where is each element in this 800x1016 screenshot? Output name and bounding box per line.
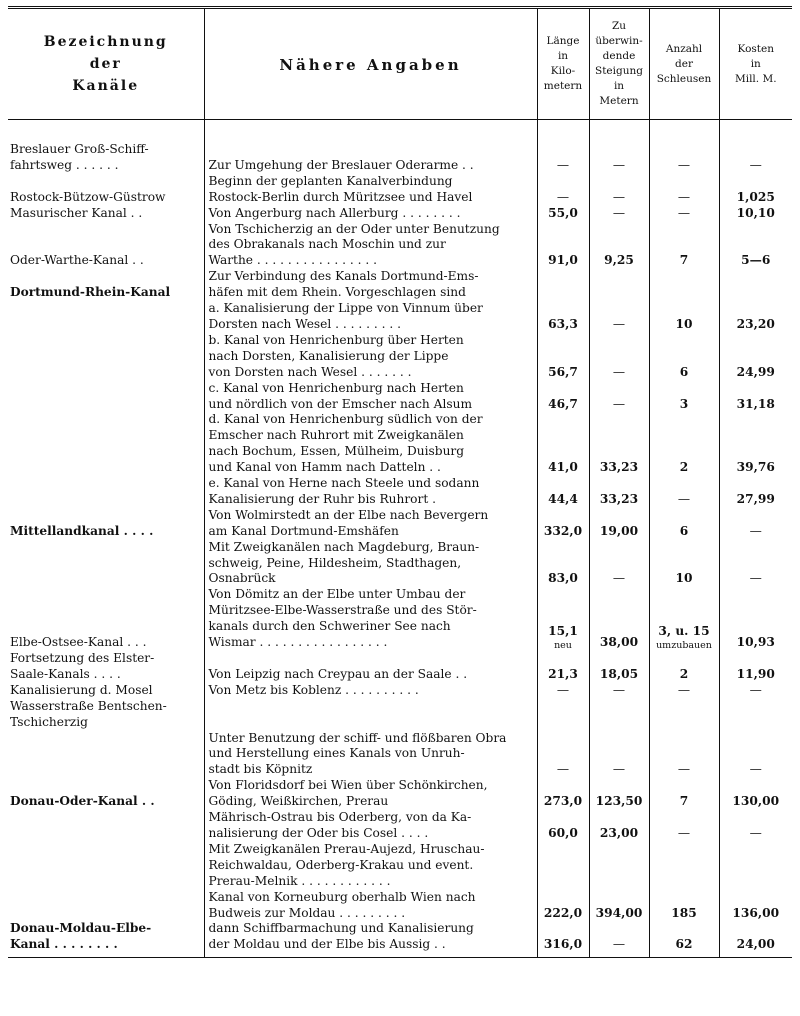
cell-cost-col: [719, 810, 792, 842]
cell-cost-col: [719, 921, 792, 953]
cell-cost-col: [719, 699, 792, 731]
cell-rise-col: [589, 810, 649, 842]
cell-desc: Von Tschicherzig an der Oder unter Benutzung des Obrakanals nach Moschin und zur Warthe . . . . . . . . . . . . . . . .: [208, 221, 500, 268]
canal-details: [204, 890, 537, 922]
canal-name: [8, 921, 204, 953]
cell-desc: b. Kanal von Henrichenburg über Herten nach Dorsten, Kanalisierung der Lippe von Dorsten nach Wesel . . . . . . .: [208, 332, 464, 379]
canal-details: [204, 301, 537, 333]
cell-desc: Von Leipzig nach Creypau an der Saale . .: [208, 666, 468, 681]
cell-locks-col: [649, 890, 719, 922]
table-row: [8, 651, 792, 683]
table-row: [8, 269, 792, 301]
cell-rise: 19,00: [599, 523, 639, 538]
cell-len: 83,0: [548, 571, 578, 586]
cell-len: 44,4: [548, 491, 578, 506]
cell-cost: 11,90: [736, 666, 775, 681]
cell-rise-col: [589, 269, 649, 301]
cell-len: 63,3: [548, 316, 578, 331]
cell-rise: 38,00: [599, 635, 639, 650]
cell-rise: 123,50: [595, 794, 643, 809]
cell-cost-col: [719, 206, 792, 222]
cell-rise: —: [612, 937, 626, 952]
cell-desc: e. Kanal von Herne nach Steele und sodann Kanalisierung der Ruhr bis Ruhrort .: [208, 476, 480, 506]
cell-len: 41,0: [548, 460, 578, 475]
cell-name: Oder-Warthe-Kanal . .: [10, 253, 144, 268]
cell-len: —: [556, 762, 570, 777]
canal-details: [204, 842, 537, 890]
cell-locks: 6: [679, 523, 689, 538]
cell-locks: 62: [675, 937, 693, 952]
cell-len: —: [556, 682, 570, 697]
cell-locks-col: [649, 142, 719, 174]
canal-details: [204, 222, 537, 270]
cell-rise: —: [612, 571, 626, 586]
cell-len-col: [537, 476, 589, 508]
cell-cost: 10,10: [736, 205, 775, 220]
cell-rise: —: [612, 316, 626, 331]
cell-len: 21,3: [548, 666, 578, 681]
canal-name: [8, 842, 204, 890]
cell-rise: 23,00: [599, 825, 639, 840]
cell-len-col: [537, 683, 589, 699]
canal-name: [8, 142, 204, 174]
cell-len-col: [537, 301, 589, 333]
canal-name: [8, 508, 204, 540]
canal-name: [8, 651, 204, 683]
cell-name: Donau-Moldau-Elbe- Kanal . . . . . . . .: [10, 921, 152, 952]
canal-details: [204, 476, 537, 508]
cell-cost: 1,025: [736, 189, 775, 204]
table-row: [8, 778, 792, 810]
cell-cost-col: [719, 587, 792, 651]
cell-len: —: [556, 157, 570, 172]
table-row: [8, 842, 792, 890]
cell-cost-col: [719, 731, 792, 779]
table-row: [8, 476, 792, 508]
canal-name: [8, 683, 204, 699]
canal-details: [204, 731, 537, 779]
cell-locks-col: [649, 921, 719, 953]
cell-rise-col: [589, 508, 649, 540]
cell-rise-col: [589, 890, 649, 922]
cell-name: Mittellandkanal . . . .: [10, 523, 154, 538]
cell-locks-col: [649, 508, 719, 540]
cell-locks-col: [649, 476, 719, 508]
cell-rise: 33,23: [599, 460, 639, 475]
cell-len-col: [537, 890, 589, 922]
cell-len-col: [537, 921, 589, 953]
cell-locks: —: [677, 762, 691, 777]
cell-len-col: [537, 412, 589, 476]
table-body: [8, 120, 792, 958]
table-row: [8, 810, 792, 842]
cell-rise: 33,23: [599, 491, 639, 506]
cell-len_sub: neu: [554, 640, 572, 651]
canal-details: [204, 921, 537, 953]
cell-cost: 5—6: [741, 253, 771, 268]
cell-cost-col: [719, 301, 792, 333]
cell-cost: 10,93: [736, 635, 775, 650]
cell-len-col: [537, 699, 589, 731]
cell-desc: Von Wolmirstedt an der Elbe nach Bevergern am Kanal Dortmund-Emshäfen: [208, 507, 489, 538]
cell-rise-col: [589, 222, 649, 270]
cell-len: 56,7: [548, 364, 578, 379]
cell-cost-col: [719, 651, 792, 683]
cell-locks-col: [649, 269, 719, 301]
cell-name: Donau-Oder-Kanal . .: [10, 794, 155, 809]
table-row: [8, 921, 792, 953]
cell-locks-col: [649, 333, 719, 381]
cell-cost: 31,18: [736, 396, 775, 411]
cell-locks-col: [649, 731, 719, 779]
cell-cost: 24,99: [736, 364, 775, 379]
cell-rise: —: [612, 762, 626, 777]
cell-cost: —: [749, 523, 762, 538]
cell-name: Masurischer Kanal . .: [10, 205, 143, 220]
cell-len: 316,0: [543, 937, 583, 952]
canal-name: [8, 890, 204, 922]
table-row: [8, 587, 792, 651]
cell-len-col: [537, 810, 589, 842]
cell-len-col: [537, 778, 589, 810]
cell-len: 55,0: [548, 205, 578, 220]
table-row: [8, 890, 792, 922]
canal-details: [204, 412, 537, 476]
cell-locks-col: [649, 412, 719, 476]
cell-locks: 10: [675, 571, 693, 586]
cell-name: Breslauer Groß-Schiff- fahrtsweg . . . . . .: [10, 142, 149, 172]
table-row: [8, 540, 792, 588]
cell-cost-col: [719, 269, 792, 301]
cell-desc: Unter Benutzung der schiff- und flößbaren Obra und Herstellung eines Kanals von Unruh- stadt bis Köpnitz: [208, 730, 507, 777]
table-row: [8, 699, 792, 731]
cell-rise-col: [589, 412, 649, 476]
cell-len: 273,0: [543, 794, 583, 809]
cell-len-col: [537, 269, 589, 301]
canal-name: [8, 476, 204, 508]
cell-desc: Mit Zweigkanälen nach Magdeburg, Braun- schweig, Peine, Hildesheim, Stadthagen, Osnabrück: [208, 539, 480, 586]
cell-locks-col: [649, 778, 719, 810]
canal-details: [204, 333, 537, 381]
cell-desc: d. Kanal von Henrichenburg südlich von der Emscher nach Ruhrort mit Zweigkanälen nach Bochum, Essen, Mülheim, Duisburg und Kanal von Hamm nach Datteln . .: [208, 412, 483, 475]
canal-name: [8, 587, 204, 651]
cell-len: 15,1: [548, 624, 578, 639]
cell-name: Dortmund-Rhein-Kanal: [10, 285, 171, 300]
cell-locks-col: [649, 842, 719, 890]
header-rise: Zu überwin- dende Steigung in Metern: [589, 8, 649, 120]
cell-rise-col: [589, 651, 649, 683]
cell-len-col: [537, 174, 589, 206]
table-row: [8, 381, 792, 413]
canal-name: [8, 381, 204, 413]
cell-name: Wasserstraße Bentschen- Tschicherzig: [10, 698, 167, 729]
cell-cost-col: [719, 333, 792, 381]
cell-rise-col: [589, 301, 649, 333]
cell-cost-col: [719, 683, 792, 699]
canal-table-page: [8, 6, 792, 958]
cell-rise: —: [612, 157, 626, 172]
canal-name: [8, 699, 204, 731]
cell-len-col: [537, 142, 589, 174]
table-row: [8, 412, 792, 476]
cell-len-col: [537, 651, 589, 683]
cell-locks: —: [677, 189, 691, 204]
cell-locks: 3: [679, 396, 689, 411]
cell-locks: 10: [675, 316, 693, 331]
cell-cost-col: [719, 412, 792, 476]
cell-cost-col: [719, 142, 792, 174]
canal-details: [204, 683, 537, 699]
cell-locks: —: [677, 825, 691, 840]
cell-locks-col: [649, 174, 719, 206]
cell-rise-col: [589, 476, 649, 508]
canal-details: [204, 540, 537, 588]
table-row: [8, 683, 792, 699]
cell-locks: —: [677, 491, 691, 506]
cell-rise-col: [589, 587, 649, 651]
cell-len-col: [537, 842, 589, 890]
cell-locks-col: [649, 810, 719, 842]
cell-locks-col: [649, 683, 719, 699]
cell-rise: 18,05: [599, 666, 639, 681]
cell-len-col: [537, 206, 589, 222]
cell-locks-col: [649, 301, 719, 333]
canal-details: [204, 142, 537, 174]
canal-name: [8, 222, 204, 270]
cell-rise-col: [589, 174, 649, 206]
canal-name: [8, 269, 204, 301]
cell-cost: 27,99: [736, 491, 775, 506]
cell-locks-col: [649, 222, 719, 270]
cell-locks: —: [677, 157, 691, 172]
cell-rise: 394,00: [595, 905, 643, 920]
cell-cost-col: [719, 476, 792, 508]
cell-len: —: [556, 189, 570, 204]
cell-locks: 7: [679, 794, 689, 809]
cell-locks: 3, u. 15: [658, 624, 710, 639]
table-row: [8, 222, 792, 270]
cell-desc: Von Floridsdorf bei Wien über Schönkirchen, Göding, Weißkirchen, Prerau: [208, 778, 488, 809]
cell-name: Rostock-Bützow-Güstrow: [10, 189, 166, 204]
canal-details: [204, 651, 537, 683]
canal-table: [8, 6, 792, 958]
table-row: [8, 731, 792, 779]
canal-details: [204, 174, 537, 206]
cell-desc: Von Dömitz an der Elbe unter Umbau der Müritzsee-Elbe-Wasserstraße und des Stör- kanals durch den Schweriner See nach Wismar . . . . . . . . . . . . . . . . .: [208, 587, 477, 650]
cell-locks_sub: umzubauen: [656, 640, 712, 651]
header-row: [8, 8, 792, 120]
cell-rise-col: [589, 206, 649, 222]
cell-cost: —: [749, 762, 762, 777]
cell-cost: 136,00: [732, 905, 780, 920]
header-name: Bezeichnung der Kanäle: [8, 8, 204, 120]
cell-rise-col: [589, 540, 649, 588]
cell-len: 46,7: [548, 396, 578, 411]
header-cost: Kosten in Mill. M.: [719, 8, 792, 120]
cell-desc: Mit Zweigkanälen Prerau-Aujezd, Hruschau- Reichwaldau, Oderberg-Krakau und event. Prerau-Melnik . . . . . . . . . . . .: [208, 841, 485, 888]
cell-cost-col: [719, 778, 792, 810]
table-row: [8, 333, 792, 381]
cell-len-col: [537, 222, 589, 270]
cell-cost-col: [719, 890, 792, 922]
canal-details: [204, 206, 537, 222]
cell-desc: Kanal von Korneuburg oberhalb Wien nach Budweis zur Moldau . . . . . . . . .: [208, 889, 476, 920]
cell-locks: 6: [679, 364, 689, 379]
cell-cost-col: [719, 508, 792, 540]
cell-rise: —: [612, 396, 626, 411]
header-length: Länge in Kilo- metern: [537, 8, 589, 120]
cell-len: 91,0: [548, 253, 578, 268]
cell-desc: Von Metz bis Koblenz . . . . . . . . . .: [208, 682, 419, 697]
cell-rise: 9,25: [604, 253, 634, 268]
canal-name: [8, 174, 204, 206]
canal-name: [8, 206, 204, 222]
cell-desc: Zur Verbindung des Kanals Dortmund-Ems- häfen mit dem Rhein. Vorgeschlagen sind: [208, 269, 479, 300]
canal-details: [204, 508, 537, 540]
cell-rise: —: [612, 189, 626, 204]
cell-cost-col: [719, 222, 792, 270]
canal-name: [8, 810, 204, 842]
cell-len: 222,0: [543, 905, 583, 920]
cell-name: Kanalisierung d. Mosel: [10, 682, 153, 697]
cell-len-col: [537, 587, 589, 651]
canal-name: [8, 778, 204, 810]
cell-len: 332,0: [543, 523, 583, 538]
cell-locks: —: [677, 205, 691, 220]
cell-cost: 23,20: [736, 316, 775, 331]
canal-details: [204, 269, 537, 301]
cell-rise-col: [589, 381, 649, 413]
cell-locks: 185: [671, 905, 697, 920]
cell-desc: dann Schiffbarmachung und Kanalisierung der Moldau und der Elbe bis Aussig . .: [208, 921, 474, 952]
canal-name: [8, 333, 204, 381]
canal-name: [8, 731, 204, 779]
cell-rise-col: [589, 699, 649, 731]
cell-cost: —: [749, 157, 762, 172]
header-details: Nähere Angaben: [204, 8, 537, 120]
cell-desc: Beginn der geplanten Kanalverbindung Rostock-Berlin durch Müritzsee und Havel: [208, 173, 473, 204]
cell-locks-col: [649, 206, 719, 222]
header-locks: Anzahl der Schleusen: [649, 8, 719, 120]
cell-rise-col: [589, 142, 649, 174]
cell-len-col: [537, 381, 589, 413]
cell-len-col: [537, 540, 589, 588]
cell-cost-col: [719, 540, 792, 588]
canal-details: [204, 699, 537, 731]
cell-locks-col: [649, 381, 719, 413]
cell-desc: c. Kanal von Henrichenburg nach Herten und nördlich von der Emscher nach Alsum: [208, 380, 473, 411]
table-row: [8, 174, 792, 206]
cell-name: Fortsetzung des Elster- Saale-Kanals . . . .: [10, 651, 155, 681]
canal-details: [204, 778, 537, 810]
canal-details: [204, 381, 537, 413]
cell-locks: 2: [679, 666, 689, 681]
cell-len-col: [537, 731, 589, 779]
cell-len-col: [537, 333, 589, 381]
canal-name: [8, 540, 204, 588]
table-row: [8, 206, 792, 222]
table-row: [8, 301, 792, 333]
canal-name: [8, 412, 204, 476]
cell-rise-col: [589, 731, 649, 779]
cell-cost-col: [719, 174, 792, 206]
cell-desc: Mährisch-Ostrau bis Oderberg, von da Ka- nalisierung der Oder bis Cosel . . . .: [208, 810, 472, 840]
cell-cost: —: [749, 825, 762, 840]
cell-locks-col: [649, 587, 719, 651]
table-row: [8, 508, 792, 540]
cell-rise-col: [589, 842, 649, 890]
cell-locks-col: [649, 699, 719, 731]
cell-cost: 24,00: [736, 937, 775, 952]
cell-rise-col: [589, 921, 649, 953]
cell-locks-col: [649, 651, 719, 683]
canal-name: [8, 301, 204, 333]
cell-rise: —: [612, 364, 626, 379]
cell-len: 60,0: [548, 825, 578, 840]
cell-len-col: [537, 508, 589, 540]
cell-rise-col: [589, 333, 649, 381]
cell-cost-col: [719, 381, 792, 413]
cell-desc: a. Kanalisierung der Lippe von Vinnum über Dorsten nach Wesel . . . . . . . . .: [208, 301, 483, 331]
cell-rise: —: [612, 682, 626, 697]
cell-locks: 7: [679, 253, 689, 268]
cell-rise-col: [589, 683, 649, 699]
cell-cost-col: [719, 842, 792, 890]
cell-desc: Zur Umgehung der Breslauer Oderarme . .: [208, 157, 474, 172]
cell-desc: Von Angerburg nach Allerburg . . . . . . . .: [208, 205, 461, 220]
canal-details: [204, 587, 537, 651]
cell-name: Elbe-Ostsee-Kanal . . .: [10, 635, 147, 650]
cell-cost: 39,76: [736, 460, 775, 475]
cell-rise-col: [589, 778, 649, 810]
cell-cost: 130,00: [732, 794, 780, 809]
canal-details: [204, 810, 537, 842]
cell-locks-col: [649, 540, 719, 588]
table-row: [8, 142, 792, 174]
cell-rise: —: [612, 205, 626, 220]
cell-locks: 2: [679, 460, 689, 475]
cell-cost: —: [749, 571, 762, 586]
cell-cost: —: [749, 682, 762, 697]
cell-locks: —: [677, 682, 691, 697]
